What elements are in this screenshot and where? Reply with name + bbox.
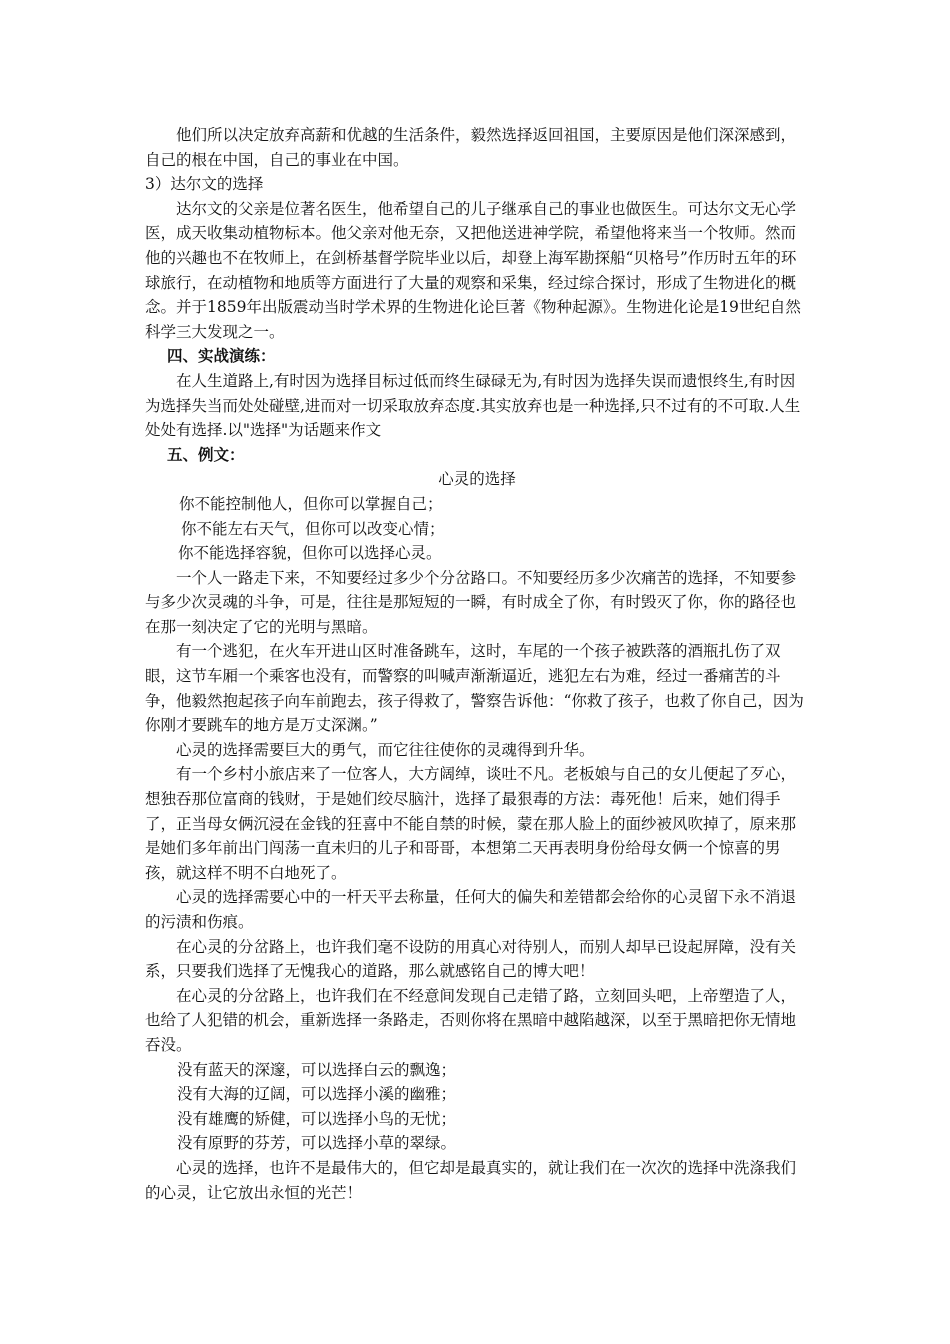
paragraph-return-home: 他们所以决定放弃高薪和优越的生活条件，毅然选择返回祖国，主要原因是他们深深感到，自己的根在中国，自己的事业在中国。 — [145, 126, 797, 169]
subheading-darwin: 3）达尔文的选择 — [145, 175, 264, 194]
section-heading-example: 五、例文： — [167, 444, 245, 464]
essay-verse-3: 你不能选择容貌，但你可以选择心灵。 — [178, 544, 442, 563]
essay-line-2: 没有大海的辽阔，可以选择小溪的幽雅； — [177, 1085, 457, 1104]
section-heading-practice: 四、实战演练： — [167, 346, 276, 366]
essay-paragraph-8: 心灵的选择，也许不是最伟大的，但它却是最真实的，就让我们在一次次的选择中洗涤我们的心灵，让它放出永恒的光芒！ — [145, 1158, 797, 1202]
essay-paragraph-7: 在心灵的分岔路上，也许我们在不经意间发现自己走错了路，立刻回头吧，上帝塑造了人，也给了人犯错的机会，重新选择一条路走，否则你将在黑暗中越陷越深，以至于黑暗把你无情地吞没。 — [145, 986, 797, 1054]
essay-paragraph-6: 在心灵的分岔路上，也许我们毫不设防的用真心对待别人，而别人却早已设起屏障，没有关系，只要我们选择了无愧我心的道路，那么就感铭自己的博大吧！ — [145, 937, 797, 981]
essay-paragraph-1: 一个人一路走下来，不知要经过多少个分岔路口。不知要经历多少次痛苦的选择，不知要参与多少次灵魂的斗争，可是，往往是那短短的一瞬，有时成全了你，有时毁灭了你，你的路径也在那一刻决定了它的光明与黑暗。 — [145, 568, 797, 636]
essay-line-4: 没有原野的芬芳，可以选择小草的翠绿。 — [177, 1134, 457, 1153]
document-page — [145, 123, 809, 1205]
essay-paragraph-5: 心灵的选择需要心中的一杆天平去称量，任何大的偏失和差错都会给你的心灵留下永不消退的污渍和伤痕。 — [145, 888, 797, 931]
essay-paragraph-4: 有一个乡村小旅店来了一位客人，大方阔绰，谈吐不凡。老板娘与自己的女儿便起了歹心，想独吞那位富商的钱财，于是她们绞尽脑汁，选择了最狠毒的方法：毒死他！后来，她们得手了，正当母女俩沉浸在金钱的狂喜中不能自禁的时候，蒙在那人脸上的面纱被风吹掉了，原来那是她们多年前出门闯荡一直未归的儿子和哥哥，本想第二天再表明身份给母女俩一个惊喜的男孩，就这样不明不白地死了。 — [145, 765, 797, 882]
essay-paragraph-2: 有一个逃犯，在火车开进山区时准备跳车，这时，车尾的一个孩子被跌落的酒瓶扎伤了双眼，这节车厢一个乘客也没有，而警察的叫喊声渐渐逼近，逃犯左右为难，经过一番痛苦的斗争，他毅然抱起孩子向车前跑去，孩子得救了，警察告诉他：“你救了孩子，也救了你自己，因为你刚才要跳车的地方是万丈深渊。” — [145, 642, 804, 735]
paragraph-darwin: 达尔文的父亲是位著名医生，他希望自己的儿子继承自己的事业也做医生。可达尔文无心学医，成天收集动植物标本。他父亲对他无奈，又把他送进神学院，希望他将来当一个牧师。然而他的兴趣也不在牧师上，在剑桥基督学院毕业以后，却登上海军勘探船“贝格号”作历时五年的环球旅行，在动植物和地质等方面进行了大量的观察和采集，经过综合探讨，形成了生物进化的概念。并于1859年出版震动当时学术界的生物进化论巨著《物种起源》。生物进化论是19世纪自然科学三大发现之一。 — [145, 199, 801, 341]
essay-line-1: 没有蓝天的深邃，可以选择白云的飘逸； — [177, 1060, 457, 1079]
essay-paragraph-3: 心灵的选择需要巨大的勇气，而它往往使你的灵魂得到升华。 — [176, 740, 595, 759]
essay-verse-1: 你不能控制他人，但你可以掌握自己； — [179, 494, 443, 513]
essay-verse-2: 你不能左右天气，但你可以改变心情； — [181, 519, 445, 538]
essay-title: 心灵的选择 — [438, 470, 516, 489]
essay-line-3: 没有雄鹰的矫健，可以选择小鸟的无忧； — [177, 1109, 457, 1128]
paragraph-practice: 在人生道路上,有时因为选择目标过低而终生碌碌无为,有时因为选择失误而遗恨终生,有时因为选择失当而处处碰壁,进而对一切采取放弃态度.其实放弃也是一种选择,只不过有的不可取.人生处处有选择.以"选择"为话题来作文 — [145, 371, 801, 440]
